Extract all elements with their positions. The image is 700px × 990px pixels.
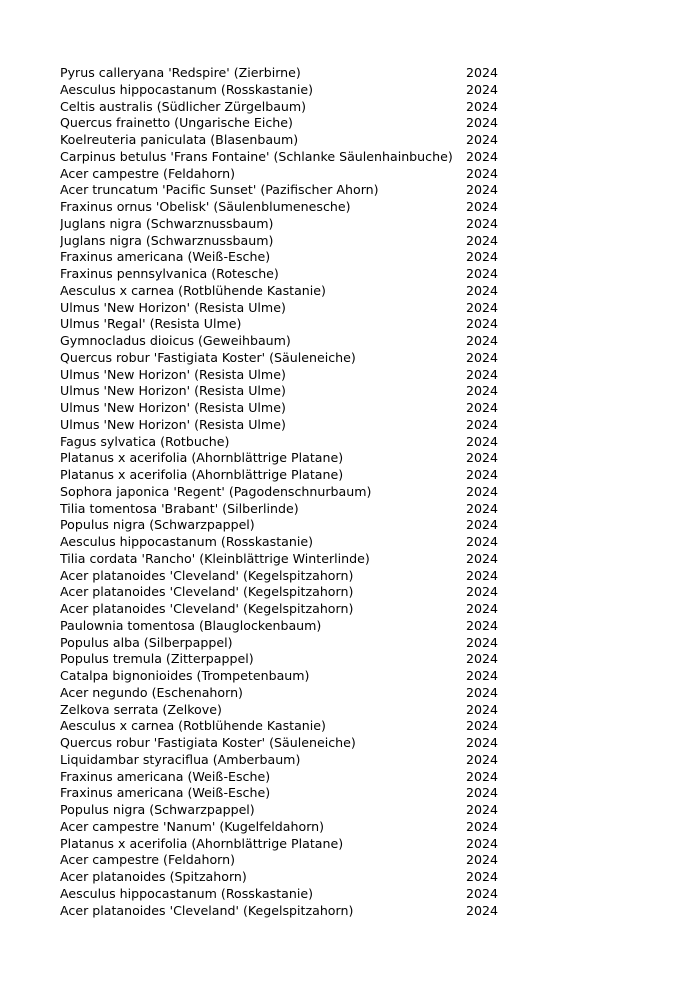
planting-year: 2024 <box>466 818 499 834</box>
table-row <box>60 668 520 685</box>
table-row <box>60 718 520 735</box>
table-row <box>60 434 520 451</box>
planting-year: 2024 <box>466 333 499 348</box>
table-row <box>60 584 520 601</box>
tree-name: Fraxinus americana (Weiß-Esche) <box>60 768 271 784</box>
tree-name: Fraxinus pennsylvanica (Rotesche) <box>60 266 279 281</box>
table-row <box>60 618 520 635</box>
tree-name: Tilia cordata 'Rancho' (Kleinblättrige Winterlinde) <box>60 550 370 566</box>
tree-name: Acer campestre 'Nanum' (Kugelfeldahorn) <box>60 818 325 834</box>
tree-name: Acer platanoides 'Cleveland' (Kegelspitzahorn) <box>60 601 354 616</box>
tree-name: Acer platanoides 'Cleveland' (Kegelspitzahorn) <box>60 902 354 918</box>
tree-name: Acer negundo (Eschenahorn) <box>60 684 243 700</box>
planting-year: 2024 <box>466 483 499 499</box>
tree-name: Quercus frainetto (Ungarische Eiche) <box>60 115 293 131</box>
table-row <box>60 886 520 903</box>
table-row <box>60 568 520 585</box>
planting-year: 2024 <box>466 885 499 901</box>
table-row <box>60 635 520 652</box>
planting-year: 2024 <box>466 651 499 667</box>
tree-name: Aesculus hippocastanum (Rosskastanie) <box>60 81 313 97</box>
table-row <box>60 467 520 484</box>
planting-year: 2024 <box>466 400 499 415</box>
tree-name: Populus tremula (Zitterpappel) <box>60 651 254 667</box>
planting-year: 2024 <box>466 684 499 700</box>
planting-year: 2024 <box>466 567 499 583</box>
tree-name: Populus nigra (Schwarzpappel) <box>60 517 255 533</box>
tree-name: Fagus sylvatica (Rotbuche) <box>60 433 230 449</box>
table-row <box>60 233 520 250</box>
planting-year: 2024 <box>466 718 499 734</box>
tree-name: Catalpa bignonioides (Trompetenbaum) <box>60 668 310 683</box>
planting-year: 2024 <box>466 450 499 466</box>
planting-year: 2024 <box>466 416 499 432</box>
table-row <box>60 651 520 668</box>
table-row <box>60 383 520 400</box>
table-row <box>60 417 520 434</box>
planting-year: 2024 <box>466 349 499 365</box>
planting-year: 2024 <box>466 299 499 315</box>
tree-name: Acer campestre (Feldahorn) <box>60 165 236 181</box>
table-row <box>60 769 520 786</box>
planting-year: 2024 <box>466 266 499 281</box>
tree-name: Pyrus calleryana 'Redspire' (Zierbirne) <box>60 65 301 80</box>
planting-year: 2024 <box>466 215 499 231</box>
planting-year: 2024 <box>466 835 499 851</box>
table-row <box>60 99 520 116</box>
planting-year: 2024 <box>466 316 499 332</box>
table-row <box>60 316 520 333</box>
tree-name: Quercus robur 'Fastigiata Koster' (Säuleneiche) <box>60 735 356 750</box>
tree-name: Acer campestre (Feldahorn) <box>60 852 236 868</box>
table-row <box>60 702 520 719</box>
tree-name: Gymnocladus dioicus (Geweihbaum) <box>60 333 291 348</box>
table-row <box>60 484 520 501</box>
tree-name: Carpinus betulus 'Frans Fontaine' (Schlanke Säulenhainbuche) <box>60 148 453 164</box>
tree-name: Quercus robur 'Fastigiata Koster' (Säuleneiche) <box>60 349 356 365</box>
table-row <box>60 601 520 618</box>
table-row <box>60 82 520 99</box>
tree-name: Platanus x acerifolia (Ahornblättrige Platane) <box>60 467 344 482</box>
tree-name: Ulmus 'Regal' (Resista Ulme) <box>60 316 242 332</box>
planting-year: 2024 <box>466 550 499 566</box>
table-row <box>60 216 520 233</box>
tree-name: Liquidambar styraciflua (Amberbaum) <box>60 751 301 767</box>
table-row <box>60 836 520 853</box>
table-row <box>60 551 520 568</box>
table-row <box>60 501 520 518</box>
planting-year: 2024 <box>466 383 499 399</box>
table-row <box>60 517 520 534</box>
planting-year: 2024 <box>466 852 499 868</box>
tree-name: Acer platanoides 'Cleveland' (Kegelspitzahorn) <box>60 584 354 600</box>
tree-name: Juglans nigra (Schwarznussbaum) <box>60 215 274 231</box>
table-row <box>60 266 520 283</box>
table-row <box>60 166 520 183</box>
tree-name: Zelkova serrata (Zelkove) <box>60 701 222 717</box>
tree-name: Aesculus x carnea (Rotblühende Kastanie) <box>60 718 326 734</box>
tree-name: Aesculus hippocastanum (Rosskastanie) <box>60 885 313 901</box>
tree-list <box>60 65 520 919</box>
planting-year: 2024 <box>466 148 499 164</box>
table-row <box>60 367 520 384</box>
planting-year: 2024 <box>466 751 499 767</box>
planting-year: 2024 <box>466 534 499 549</box>
table-row <box>60 249 520 266</box>
planting-year: 2024 <box>466 601 499 616</box>
tree-name: Ulmus 'New Horizon' (Resista Ulme) <box>60 299 286 315</box>
planting-year: 2024 <box>466 98 499 114</box>
table-row <box>60 300 520 317</box>
table-row <box>60 450 520 467</box>
table-row <box>60 182 520 199</box>
table-row <box>60 685 520 702</box>
planting-year: 2024 <box>466 735 499 750</box>
table-row <box>60 735 520 752</box>
table-row <box>60 819 520 836</box>
table-row <box>60 785 520 802</box>
planting-year: 2024 <box>466 517 499 533</box>
tree-name: Aesculus x carnea (Rotblühende Kastanie) <box>60 282 326 298</box>
tree-name: Ulmus 'New Horizon' (Resista Ulme) <box>60 416 286 432</box>
planting-year: 2024 <box>466 768 499 784</box>
tree-name: Ulmus 'New Horizon' (Resista Ulme) <box>60 383 286 399</box>
tree-name: Sophora japonica 'Regent' (Pagodenschnurbaum) <box>60 483 372 499</box>
planting-year: 2024 <box>466 634 499 650</box>
tree-name: Tilia tomentosa 'Brabant' (Silberlinde) <box>60 500 299 516</box>
tree-name: Acer platanoides (Spitzahorn) <box>60 869 247 884</box>
table-row <box>60 400 520 417</box>
planting-year: 2024 <box>466 500 499 516</box>
planting-year: 2024 <box>466 785 499 801</box>
table-row <box>60 65 520 82</box>
table-row <box>60 283 520 300</box>
tree-name: Platanus x acerifolia (Ahornblättrige Platane) <box>60 450 344 466</box>
tree-name: Fraxinus ornus 'Obelisk' (Säulenblumenesche) <box>60 199 351 214</box>
planting-year: 2024 <box>466 65 499 80</box>
table-row <box>60 333 520 350</box>
table-row <box>60 869 520 886</box>
planting-year: 2024 <box>466 701 499 717</box>
planting-year: 2024 <box>466 132 499 147</box>
planting-year: 2024 <box>466 802 499 817</box>
planting-year: 2024 <box>466 467 499 482</box>
planting-year: 2024 <box>466 282 499 298</box>
tree-name: Paulownia tomentosa (Blauglockenbaum) <box>60 617 322 633</box>
planting-year: 2024 <box>466 165 499 181</box>
tree-name: Populus nigra (Schwarzpappel) <box>60 802 255 817</box>
tree-name: Acer platanoides 'Cleveland' (Kegelspitzahorn) <box>60 567 354 583</box>
planting-year: 2024 <box>466 199 499 214</box>
tree-name: Celtis australis (Südlicher Zürgelbaum) <box>60 98 307 114</box>
planting-year: 2024 <box>466 182 499 198</box>
planting-year: 2024 <box>466 668 499 683</box>
planting-year: 2024 <box>466 869 499 884</box>
planting-year: 2024 <box>466 617 499 633</box>
tree-name: Ulmus 'New Horizon' (Resista Ulme) <box>60 366 286 382</box>
table-row <box>60 752 520 769</box>
table-row <box>60 802 520 819</box>
planting-year: 2024 <box>466 115 499 131</box>
tree-name: Aesculus hippocastanum (Rosskastanie) <box>60 534 313 549</box>
planting-year: 2024 <box>466 584 499 600</box>
planting-year: 2024 <box>466 232 499 248</box>
table-row <box>60 149 520 166</box>
table-row <box>60 903 520 920</box>
planting-year: 2024 <box>466 366 499 382</box>
tree-name: Populus alba (Silberpappel) <box>60 634 233 650</box>
planting-year: 2024 <box>466 81 499 97</box>
tree-name: Ulmus 'New Horizon' (Resista Ulme) <box>60 400 286 415</box>
tree-name: Koelreuteria paniculata (Blasenbaum) <box>60 132 299 147</box>
planting-year: 2024 <box>466 433 499 449</box>
tree-name: Platanus x acerifolia (Ahornblättrige Platane) <box>60 835 344 851</box>
planting-year: 2024 <box>466 902 499 918</box>
table-row <box>60 534 520 551</box>
tree-name: Juglans nigra (Schwarznussbaum) <box>60 232 274 248</box>
table-row <box>60 852 520 869</box>
planting-year: 2024 <box>466 249 499 265</box>
table-row <box>60 199 520 216</box>
tree-name: Fraxinus americana (Weiß-Esche) <box>60 249 271 265</box>
table-row <box>60 115 520 132</box>
table-row <box>60 350 520 367</box>
tree-name: Fraxinus americana (Weiß-Esche) <box>60 785 271 801</box>
table-row <box>60 132 520 149</box>
tree-name: Acer truncatum 'Pacific Sunset' (Pazifischer Ahorn) <box>60 182 379 198</box>
